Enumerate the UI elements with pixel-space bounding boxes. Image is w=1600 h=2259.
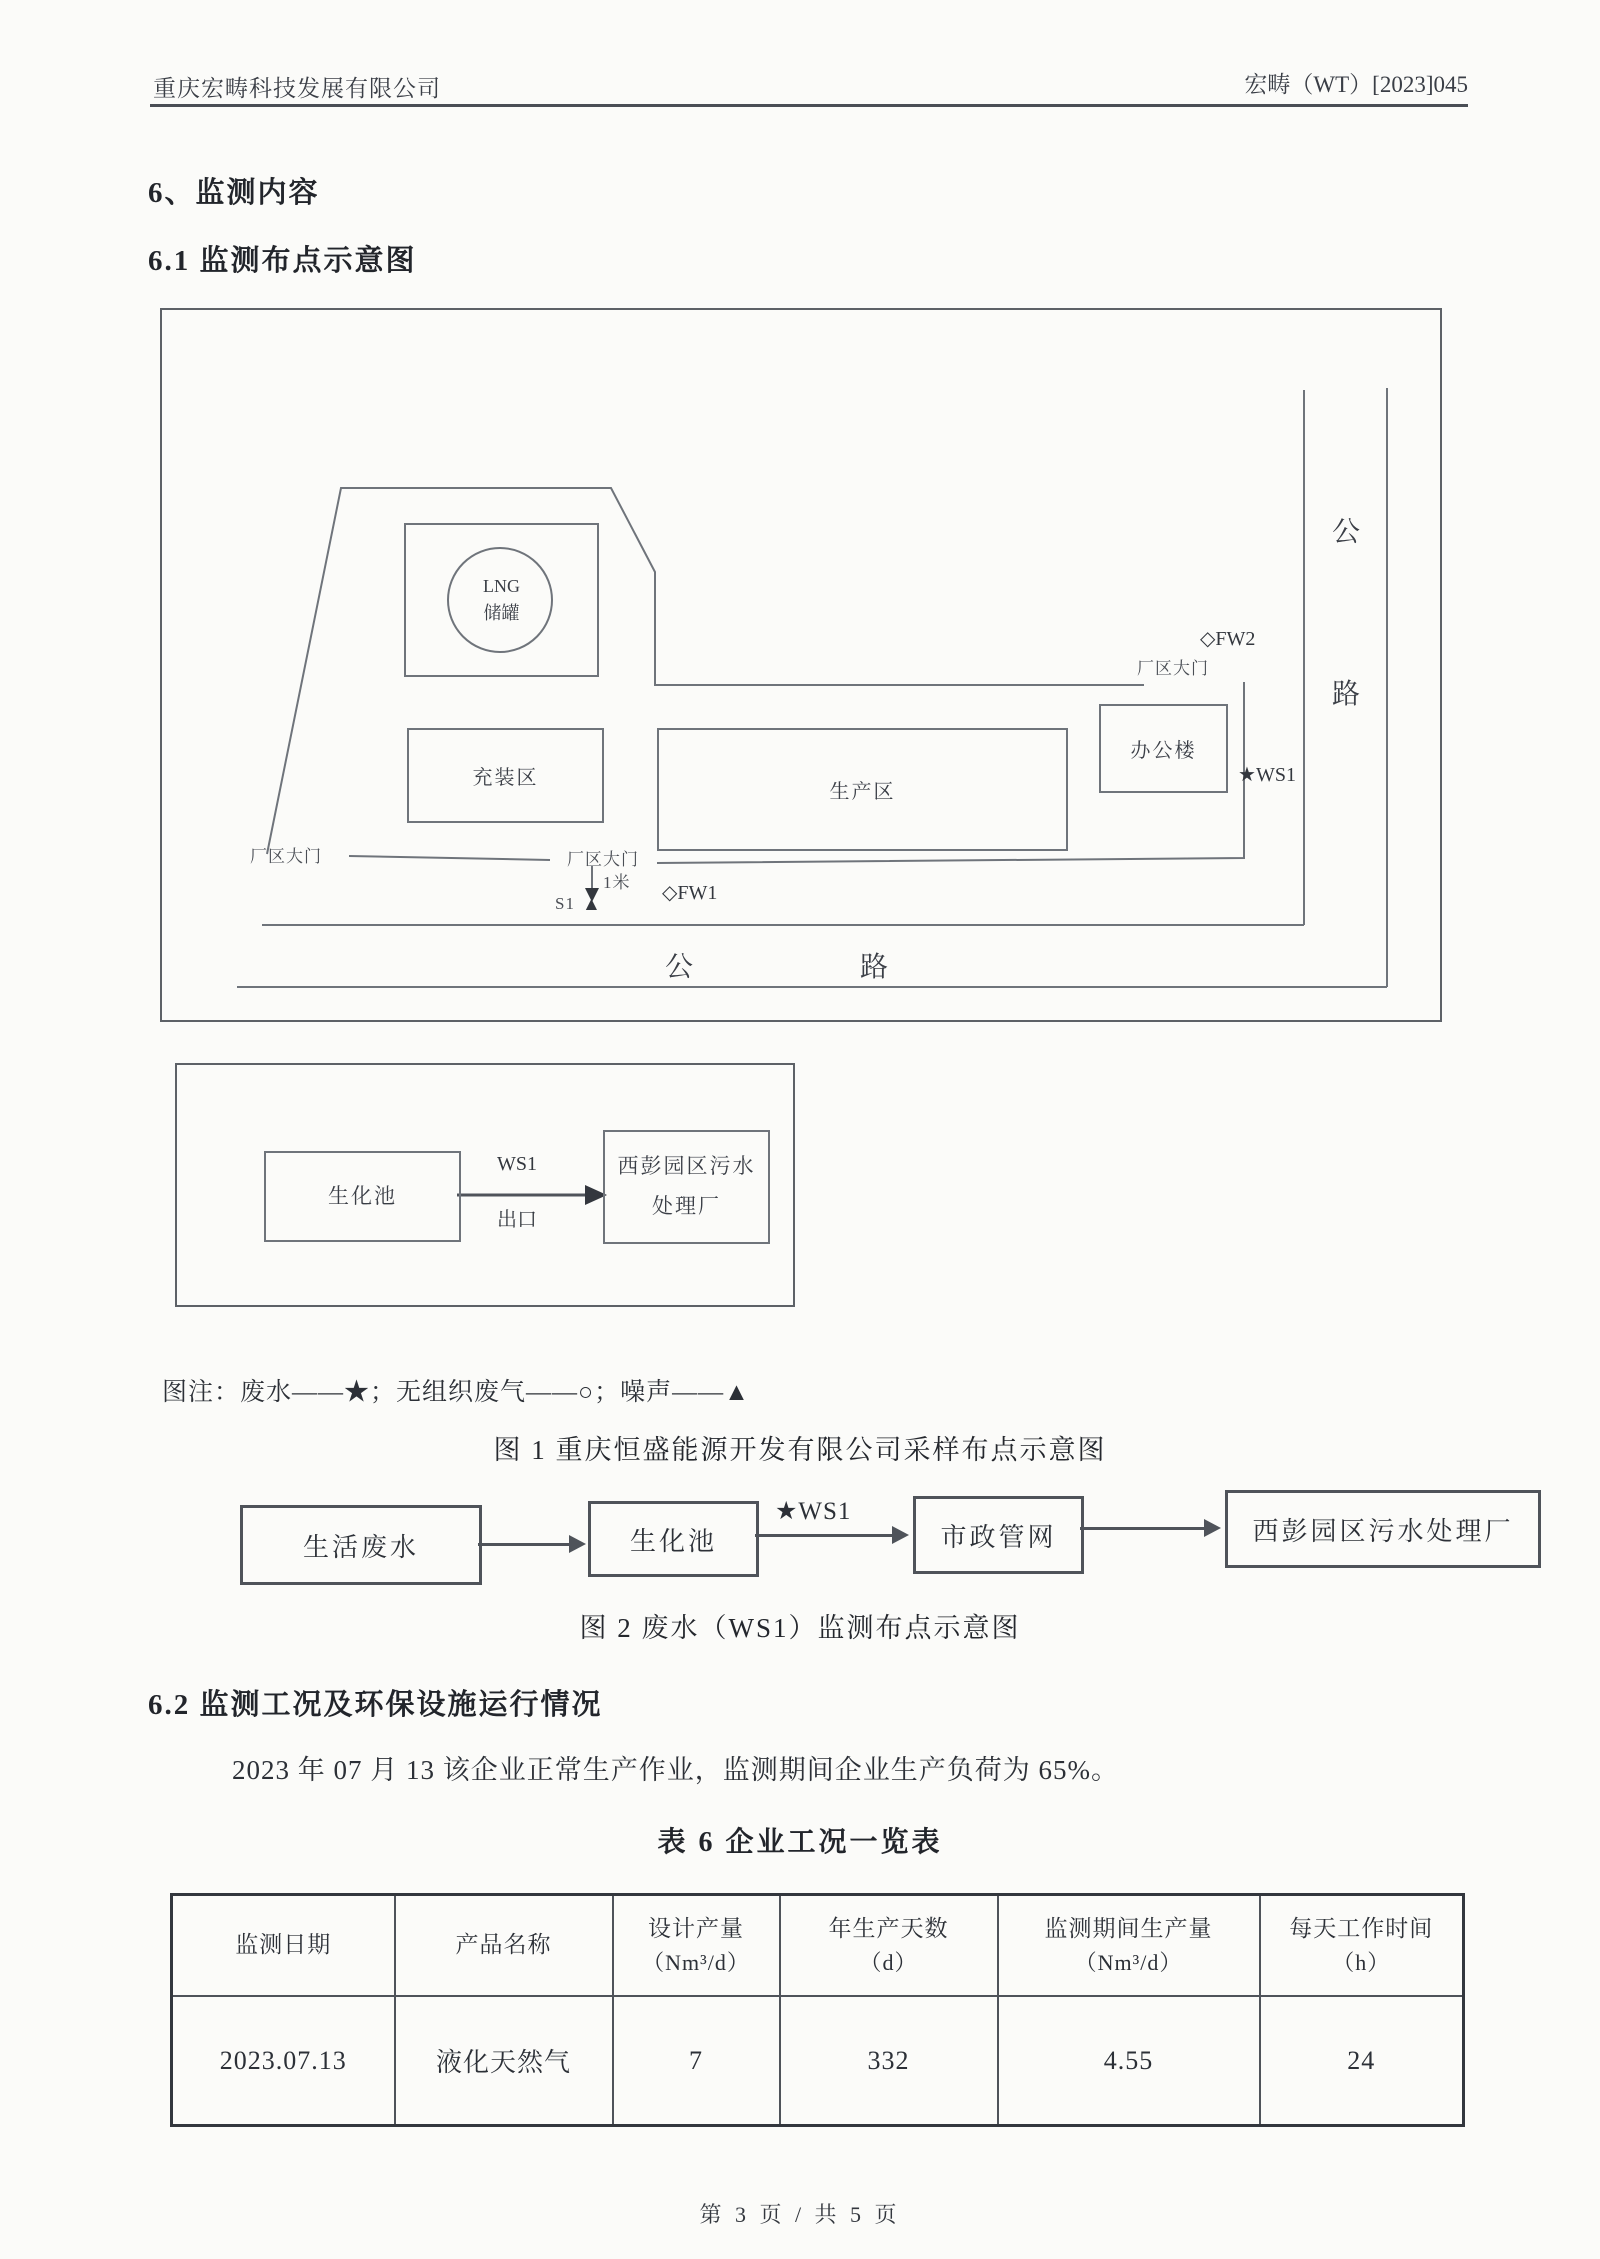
table6-cell-output: 4.55 (998, 1996, 1260, 2126)
table6-cell-design: 7 (613, 1996, 780, 2126)
ws1-outlet-figure (175, 1063, 795, 1307)
diamond-icon: ◇ (662, 882, 678, 904)
table6-header-cell: 每天工作时间 （h） (1260, 1895, 1464, 1997)
flow-arrow-3 (1080, 1527, 1205, 1530)
flow-node-label: 市政管网 (940, 1522, 1057, 1552)
marker-fw1 (662, 880, 717, 905)
lng-tank-area (405, 524, 598, 676)
table6-cell-product: 液化天然气 (395, 1996, 613, 2126)
biochem-pool-label: 生化池 (328, 1183, 397, 1208)
factory-gate-south-label: 厂区大门 (567, 850, 639, 869)
figure2-caption: 图 2 废水（WS1）监测布点示意图 (579, 1613, 1021, 1643)
star-icon: ★ (1238, 764, 1256, 786)
figure1-site-plan (160, 308, 1442, 1022)
road-bottom-char1: 公 (664, 952, 693, 983)
sewage-plant-label-line1: 西彭园区污水 (617, 1154, 756, 1179)
production-area-label: 生产区 (829, 781, 896, 803)
lng-label-line1: LNG (483, 576, 520, 596)
triangle-icon: ▲ (582, 894, 601, 915)
road-right-char1: 公 (1331, 517, 1360, 548)
flow-node-domestic-wastewater (240, 1505, 482, 1585)
flow-arrow-2 (755, 1534, 893, 1537)
factory-gate-west-label: 厂区大门 (250, 847, 322, 866)
flow-node-municipal-network (913, 1496, 1084, 1574)
header-doc-number: 宏畴（WT）[2023]045 (1244, 72, 1468, 97)
road-bottom-char2: 路 (859, 952, 888, 983)
section-6-title: 6、监测内容 (148, 177, 320, 209)
site-plan-lines (162, 310, 1440, 1020)
table6-header-cell: 年生产天数 （d） (780, 1895, 998, 1997)
table6-cell-date: 2023.07.13 (172, 1996, 395, 2126)
s1-distance-label: 1米 (603, 873, 631, 892)
table6-header-cell: 监测日期 (172, 1895, 395, 1997)
table6-caption: 表 6 企业工况一览表 (657, 1827, 943, 1858)
ws1-arrow-bottom-label: 出口 (497, 1209, 537, 1231)
sewage-plant-box (603, 1130, 770, 1244)
flow-node-label: 生活废水 (302, 1532, 419, 1562)
table6-header-cell: 设计产量 （Nm³/d） (613, 1895, 780, 1997)
flow-node-label: 西彭园区污水处理厂 (1252, 1516, 1514, 1546)
marker-ws1 (1238, 762, 1296, 787)
flow-node-biochem-pool (588, 1501, 759, 1577)
road-right-char2: 路 (1331, 679, 1360, 710)
table6 (170, 1893, 1465, 2127)
section-6-2-paragraph: 2023 年 07 月 13 该企业正常生产作业，监测期间企业生产负荷为 65%。 (232, 1755, 1119, 1785)
table6-cell-workhours: 24 (1260, 1996, 1464, 2126)
marker-fw2-label: FW2 (1215, 628, 1256, 650)
section-6-2-title: 6.2 监测工况及环保设施运行情况 (148, 1689, 603, 1721)
flow-arrow-1 (478, 1543, 570, 1546)
figure-legend: 图注：废水——★；无组织废气——○；噪声——▲ (162, 1379, 750, 1406)
marker-fw2 (1200, 626, 1255, 651)
table6-cell-days: 332 (780, 1996, 998, 2126)
marker-ws1-label: WS1 (1255, 764, 1296, 786)
flow-ws1-label: ★WS1 (775, 1498, 852, 1525)
table6-header-cell: 监测期间生产量 （Nm³/d） (998, 1895, 1260, 1997)
page-footer: 第 3 页 / 共 5 页 (699, 2202, 901, 2227)
section-6-1-title: 6.1 监测布点示意图 (148, 245, 417, 277)
header-rule (150, 104, 1468, 107)
sewage-plant-label-line2: 处理厂 (652, 1194, 721, 1218)
flow-node-label: 生化池 (629, 1526, 717, 1556)
header-company: 重庆宏畴科技发展有限公司 (153, 76, 441, 101)
diamond-icon: ◇ (1200, 628, 1216, 650)
office-building-box (1099, 704, 1228, 793)
filling-area-label: 充装区 (472, 767, 539, 789)
biochem-pool-box (264, 1151, 461, 1242)
ws1-arrow-top-label: WS1 (497, 1153, 537, 1175)
table6-data-row (172, 1996, 1464, 2126)
production-area-box (657, 728, 1068, 851)
office-building-label: 办公楼 (1130, 740, 1197, 762)
factory-gate-east-label: 厂区大门 (1137, 659, 1209, 678)
filling-area-box (407, 728, 604, 823)
figure1-caption: 图 1 重庆恒盛能源开发有限公司采样布点示意图 (493, 1435, 1107, 1465)
table6-header-row (172, 1895, 1464, 1997)
lng-label-line2: 储罐 (483, 603, 520, 623)
flow-node-sewage-plant (1225, 1490, 1541, 1568)
marker-fw1-label: FW1 (677, 882, 718, 904)
marker-s1-label: S1 (555, 894, 575, 913)
table6-header-cell: 产品名称 (395, 1895, 613, 1997)
